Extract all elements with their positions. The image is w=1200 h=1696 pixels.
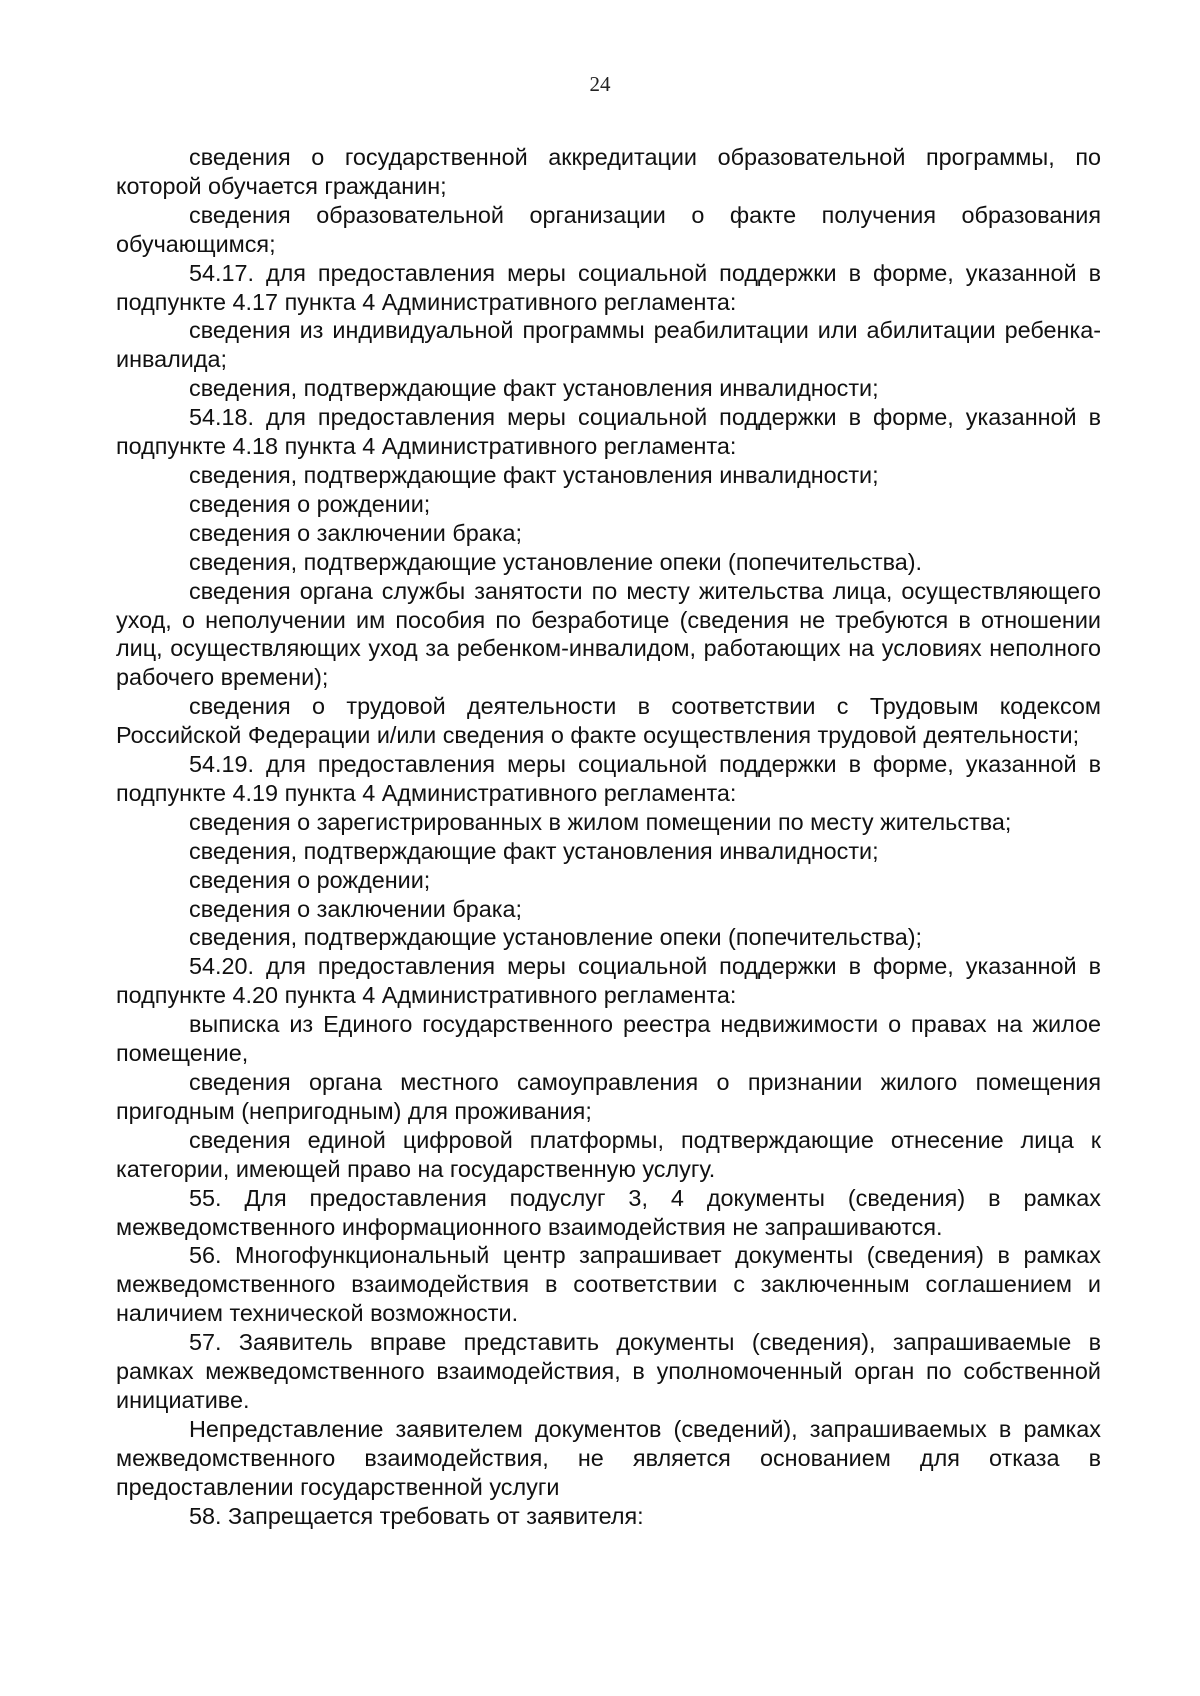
paragraph: 54.17. для предоставления меры социальной поддержки в форме, указанной в подпункте 4.17 пункта 4 Административного регламента:: [116, 259, 1101, 315]
paragraph: сведения единой цифровой платформы, подтверждающие отнесение лица к категории, имеющей право на государственную услугу.: [116, 1126, 1101, 1182]
paragraph: сведения о зарегистрированных в жилом помещении по месту жительства;: [189, 808, 1012, 835]
paragraph: 55. Для предоставления подуслуг 3, 4 документы (сведения) в рамках межведомственного информационного взаимодействия не запрашиваются.: [116, 1184, 1101, 1240]
paragraph: сведения органа службы занятости по месту жительства лица, осуществляющего уход, о неполучении им пособия по безработице (сведения не требуются в отношении лиц, осуществляющих уход за ребенком-инвалидом, работающих на условиях неполного рабочего времени);: [116, 577, 1101, 691]
paragraph: сведения о рождении;: [189, 490, 431, 517]
paragraph: сведения о рождении;: [189, 866, 431, 893]
paragraph: сведения о заключении брака;: [189, 519, 522, 546]
paragraph: сведения, подтверждающие факт установления инвалидности;: [189, 461, 879, 488]
paragraph: 54.20. для предоставления меры социальной поддержки в форме, указанной в подпункте 4.20 пункта 4 Административного регламента:: [116, 953, 1101, 1009]
paragraph: 54.18. для предоставления меры социальной поддержки в форме, указанной в подпункте 4.18 пункта 4 Административного регламента:: [116, 404, 1101, 460]
paragraph: сведения, подтверждающие установление опеки (попечительства);: [189, 924, 923, 951]
paragraph: 57. Заявитель вправе представить документы (сведения), запрашиваемые в рамках межведомственного взаимодействия, в уполномоченный орган по собственной инициативе.: [116, 1329, 1101, 1413]
page-number: 24: [589, 72, 611, 96]
paragraph: сведения, подтверждающие факт установления инвалидности;: [189, 375, 879, 402]
paragraph: Непредставление заявителем документов (сведений), запрашиваемых в рамках межведомственного взаимодействия, не является основанием для отказа в предоставлении государственной услуги: [116, 1415, 1101, 1500]
paragraph: сведения о заключении брака;: [189, 895, 522, 922]
paragraph: сведения, подтверждающие факт установления инвалидности;: [189, 837, 879, 864]
paragraph: сведения из индивидуальной программы реабилитации или абилитации ребенка-инвалида;: [116, 317, 1101, 373]
document-body: [116, 143, 1101, 1531]
paragraph: сведения образовательной организации о факте получения образования обучающимся;: [116, 201, 1101, 257]
paragraph: выписка из Единого государственного реестра недвижимости о правах на жилое помещение,: [116, 1011, 1101, 1067]
paragraph: сведения о государственной аккредитации образовательной программы, по которой обучается гражданин;: [116, 144, 1101, 199]
paragraph: сведения, подтверждающие установление опеки (попечительства).: [189, 548, 923, 575]
paragraph: сведения органа местного самоуправления о признании жилого помещения пригодным (непригодным) для проживания;: [116, 1069, 1101, 1124]
paragraph: 56. Многофункциональный центр запрашивает документы (сведения) в рамках межведомственного взаимодействия в соответствии с заключенным соглашением и наличием технической возможности.: [116, 1242, 1101, 1327]
paragraph: 58. Запрещается требовать от заявителя:: [189, 1502, 644, 1529]
paragraph: 54.19. для предоставления меры социальной поддержки в форме, указанной в подпункте 4.19 пункта 4 Административного регламента:: [116, 751, 1101, 806]
paragraph: сведения о трудовой деятельности в соответствии с Трудовым кодексом Российской Федерации и/или сведения о факте осуществления трудовой деятельности;: [116, 693, 1101, 749]
